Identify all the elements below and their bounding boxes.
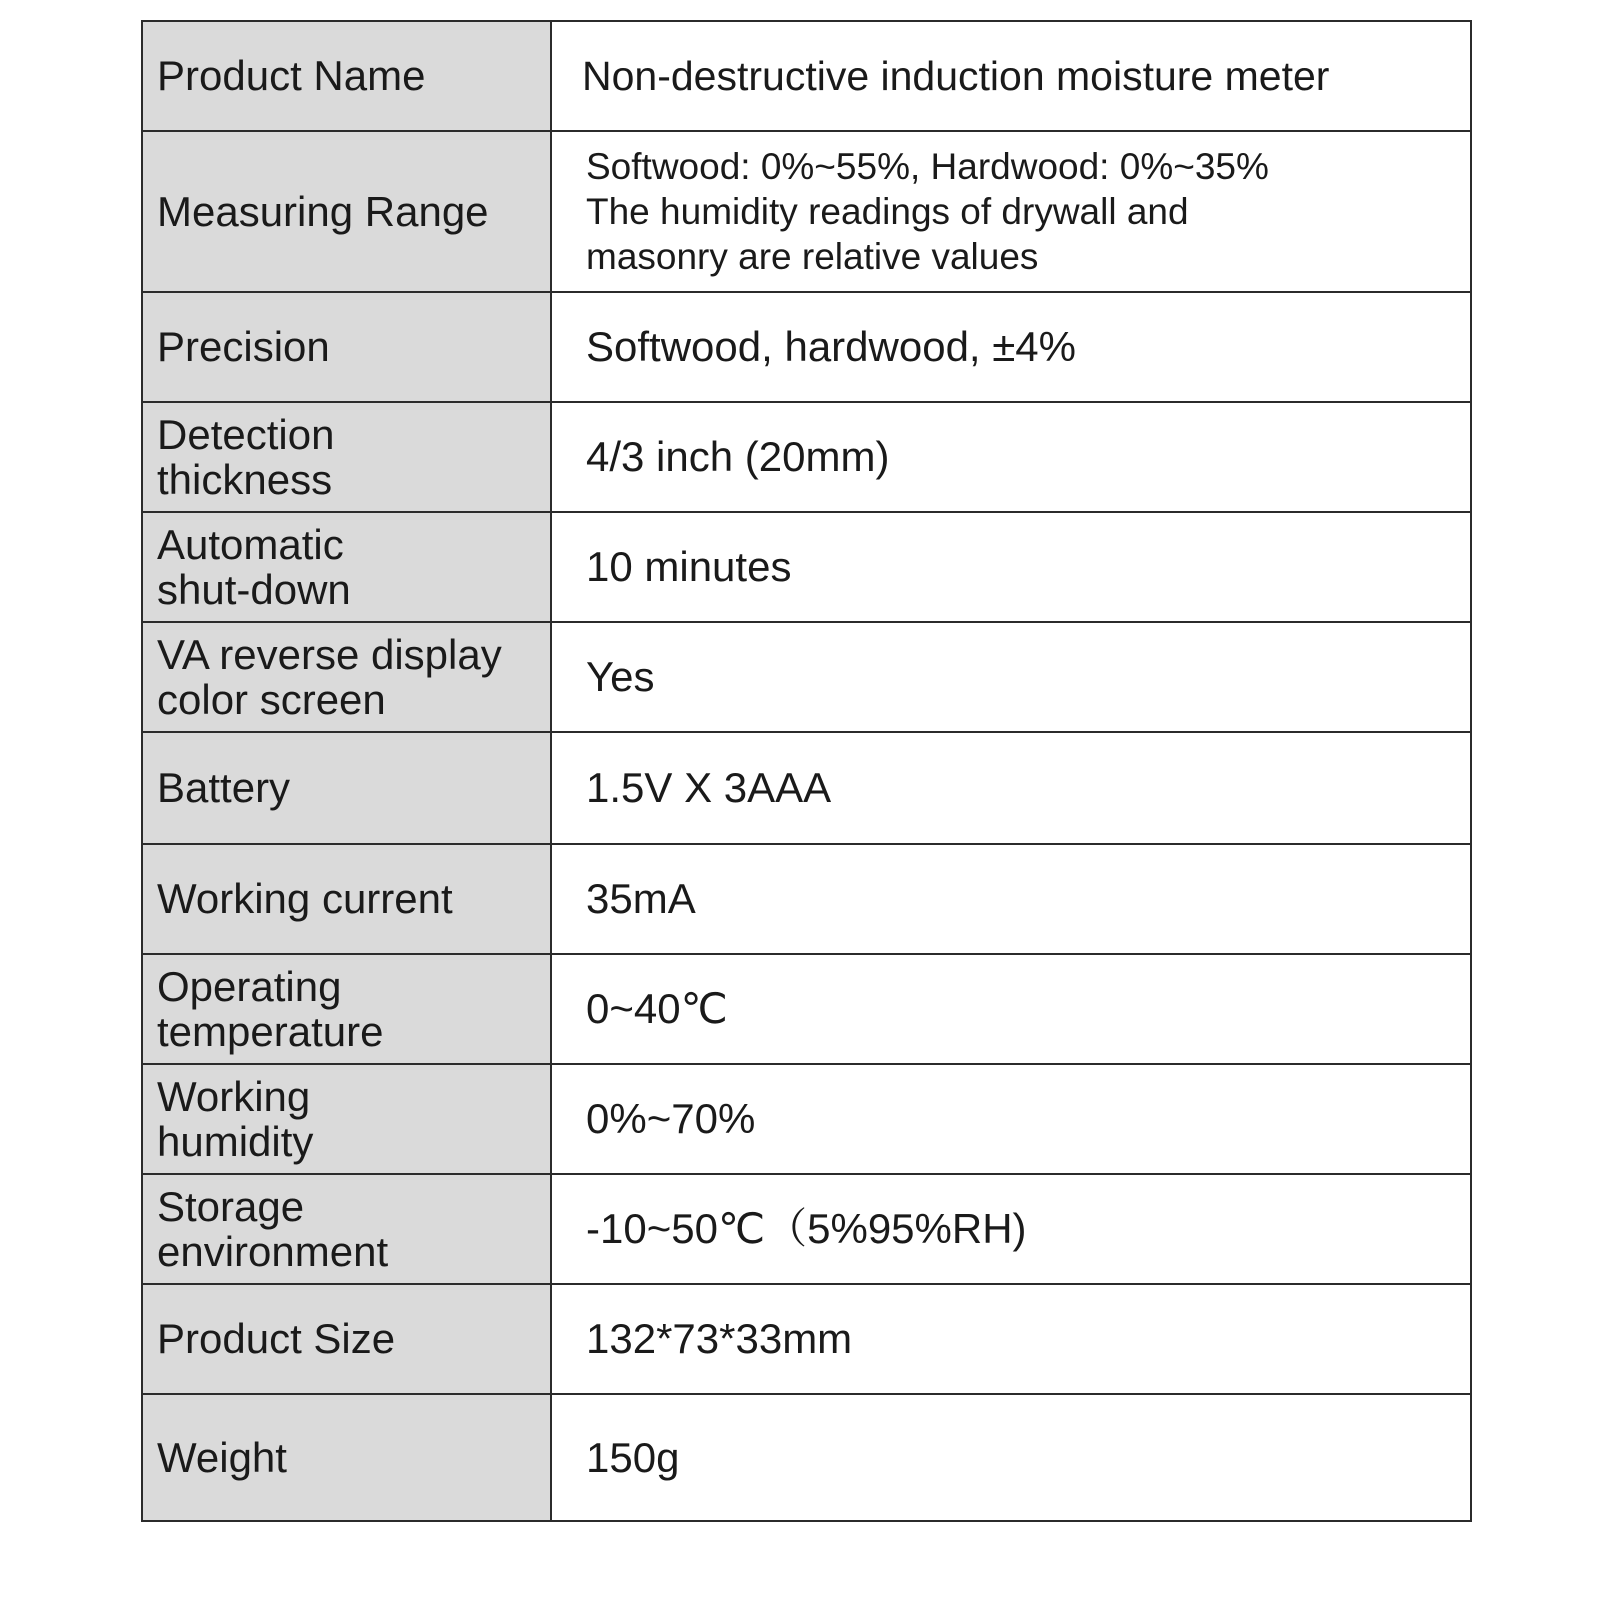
spec-value: 132*73*33mm [551,1284,1471,1394]
spec-label-line: environment [157,1228,389,1275]
spec-label-line: Detection [157,410,335,458]
spec-label-line: thickness [157,456,333,503]
spec-value: -10~50℃（5%95%RH) [551,1174,1471,1284]
spec-row-working-current [142,844,1471,954]
spec-label: Battery [142,732,551,844]
spec-value-line: Softwood: 0%~55%, Hardwood: 0%~35% [586,145,1269,187]
spec-value: 0~40℃ [551,954,1471,1064]
spec-row-product-name [142,21,1471,131]
spec-value: 35mA [551,844,1471,954]
spec-label [142,1174,551,1284]
spec-value: 1.5V X 3AAA [551,732,1471,844]
spec-label-line: Automatic [157,520,344,568]
spec-value: Softwood, hardwood, ±4% [551,292,1471,402]
spec-label-line: humidity [157,1118,314,1165]
spec-value: 4/3 inch (20mm) [551,402,1471,512]
spec-value: 150g [551,1394,1471,1521]
spec-value: Yes [551,622,1471,732]
spec-value-line: The humidity readings of drywall and [586,190,1189,232]
spec-label: Measuring Range [142,131,551,292]
spec-label [142,1064,551,1174]
spec-row-automatic-shutdown [142,512,1471,622]
spec-row-weight [142,1394,1471,1521]
spec-value: Non-destructive induction moisture meter [551,21,1471,131]
spec-label-line: VA reverse display [157,630,502,678]
spec-label [142,622,551,732]
spec-row-operating-temperature [142,954,1471,1064]
spec-label-line: temperature [157,1008,384,1055]
spec-row-precision [142,292,1471,402]
spec-row-storage-environment [142,1174,1471,1284]
spec-row-measuring-range [142,131,1471,292]
spec-label-line: color screen [157,676,386,723]
spec-label: Product Size [142,1284,551,1394]
spec-row-va-display [142,622,1471,732]
spec-label [142,512,551,622]
spec-label [142,954,551,1064]
spec-row-working-humidity [142,1064,1471,1174]
spec-label-line: Storage [157,1182,305,1230]
spec-row-detection-thickness [142,402,1471,512]
spec-value-line: masonry are relative values [586,236,1039,278]
spec-label-line: Working [157,1072,311,1120]
spec-label-line: shut-down [157,566,351,613]
spec-row-battery [142,732,1471,844]
spec-row-product-size [142,1284,1471,1394]
spec-value: 0%~70% [551,1064,1471,1174]
spec-value: 10 minutes [551,512,1471,622]
spec-label: Weight [142,1394,551,1521]
spec-label: Working current [142,844,551,954]
spec-value [551,131,1471,292]
spec-label: Precision [142,292,551,402]
spec-table [141,20,1472,1522]
spec-label: Product Name [142,21,551,131]
spec-label-line: Operating [157,962,342,1010]
spec-label [142,402,551,512]
